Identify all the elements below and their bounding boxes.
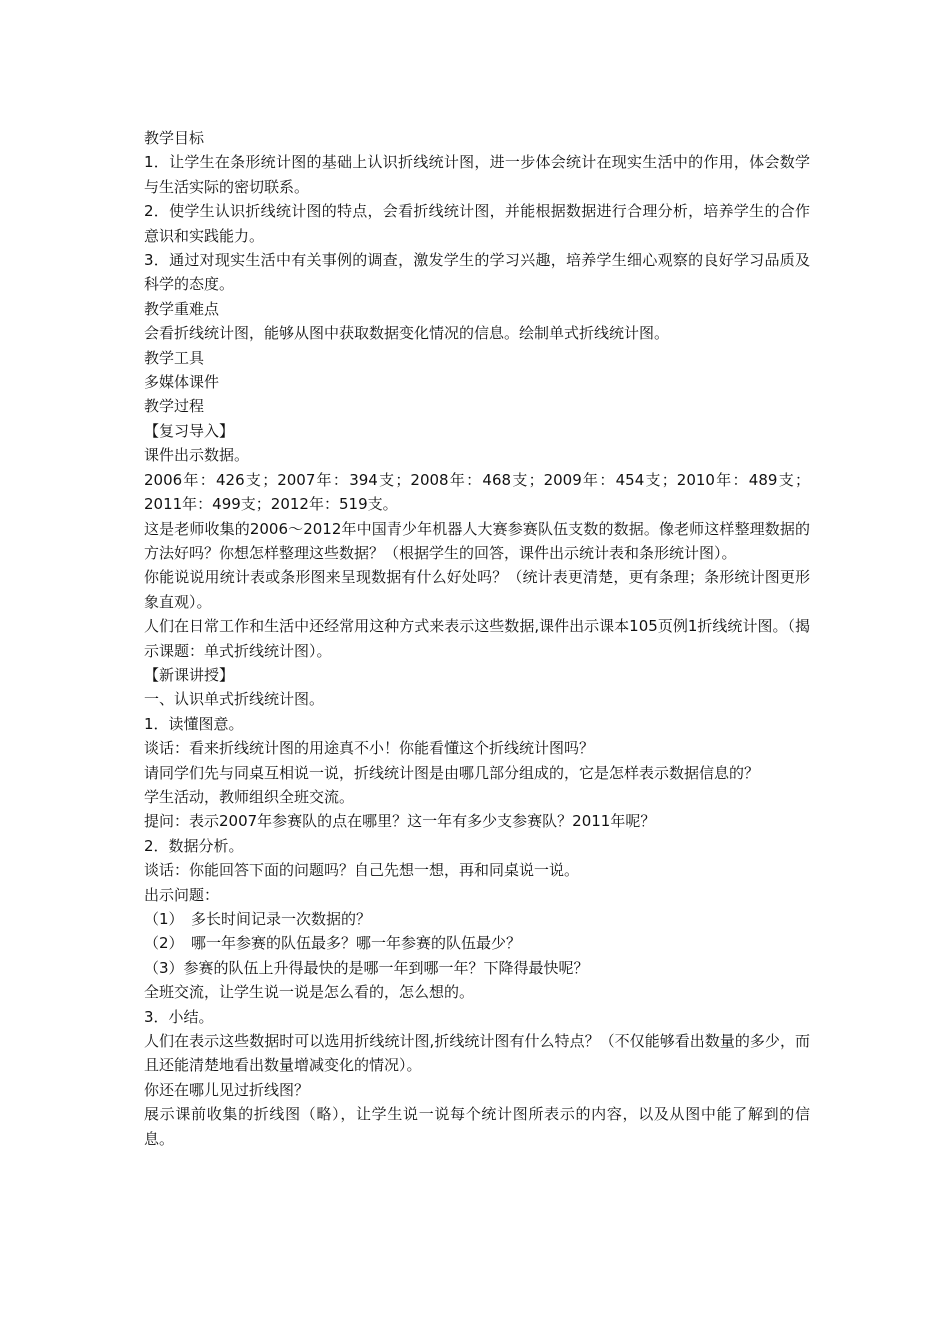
paragraph: 人们在日常工作和生活中还经常用这种方式来表示这些数据,课件出示课本105页例1折线统计图。（揭示课题：单式折线统计图）。 (144, 617, 810, 660)
paragraph: 你能说说用统计表或条形图来呈现数据有什么好处吗？（统计表更清楚，更有条理；条形统计图更形象直观）。 (144, 568, 810, 611)
question-item: （3）参赛的队伍上升得最快的是哪一年到哪一年？下降得最快呢？ (144, 958, 589, 977)
heading-teaching-process: 教学过程 (144, 397, 205, 416)
subheading: 一、认识单式折线统计图。 (144, 690, 325, 709)
paragraph: 谈话：看来折线统计图的用途真不小！你能看懂这个折线统计图吗？ (144, 739, 595, 758)
question-item: （1） 多长时间记录一次数据的？ (144, 910, 372, 928)
question-item: （2） 哪一年参赛的队伍最多？哪一年参赛的队伍最少？ (144, 934, 522, 953)
goal-item-3: 3．通过对现实生活中有关事例的调查，激发学生的学习兴趣，培养学生细心观察的良好学习品质及科学的态度。 (144, 251, 810, 294)
subheading: 2．数据分析。 (144, 836, 244, 855)
section-new-lesson: 【新课讲授】 (144, 665, 235, 684)
paragraph: 展示课前收集的折线图（略），让学生说一说每个统计图所表示的内容，以及从图中能了解到的信息。 (144, 1105, 810, 1148)
paragraph: 全班交流，让学生说一说是怎么看的，怎么想的。 (144, 983, 475, 1002)
heading-teaching-tools: 教学工具 (144, 348, 205, 367)
paragraph: 你还在哪儿见过折线图？ (144, 1080, 310, 1099)
teaching-tools-text: 多媒体课件 (144, 373, 220, 392)
paragraph: 请同学们先与同桌互相说一说，折线统计图是由哪几部分组成的，它是怎样表示数据信息的？ (144, 763, 760, 782)
paragraph: 人们在表示这些数据时可以选用折线统计图,折线统计图有什么特点？（不仅能够看出数量的多少，而且还能清楚地看出数量增减变化的情况）。 (144, 1032, 810, 1075)
goal-item-1: 1．让学生在条形统计图的基础上认识折线统计图，进一步体会统计在现实生活中的作用，体会数学与生活实际的密切联系。 (144, 153, 810, 196)
subheading: 3．小结。 (144, 1007, 214, 1026)
document-body (144, 126, 810, 1151)
paragraph: 这是老师收集的2006～2012年中国青少年机器人大赛参赛队伍支数的数据。像老师这样整理数据的方法好吗？你想怎样整理这些数据？（根据学生的回答，课件出示统计表和条形统计图）。 (144, 519, 810, 562)
paragraph: 提问：表示2007年参赛队的点在哪里？这一年有多少支参赛队？2011年呢？ (144, 812, 656, 831)
heading-teaching-goals: 教学目标 (144, 129, 205, 147)
section-review-intro: 【复习导入】 (144, 421, 235, 440)
paragraph: 学生活动，教师组织全班交流。 (144, 787, 355, 806)
data-list-paragraph: 2006年：426支；2007年：394支；2008年：468支；2009年：454支；2010年：489支；2011年：499支；2012年：519支。 (144, 470, 810, 514)
key-points-text: 会看折线统计图，能够从图中获取数据变化情况的信息。绘制单式折线统计图。 (144, 324, 670, 343)
paragraph: 课件出示数据。 (144, 446, 250, 465)
paragraph: 谈话：你能回答下面的问题吗？自己先想一想，再和同桌说一说。 (144, 861, 580, 880)
heading-key-points: 教学重难点 (144, 299, 220, 318)
paragraph: 出示问题： (144, 885, 220, 904)
goal-item-2: 2．使学生认识折线统计图的特点，会看折线统计图，并能根据数据进行合理分析，培养学生的合作意识和实践能力。 (144, 202, 810, 245)
subheading: 1．读懂图意。 (144, 714, 244, 733)
